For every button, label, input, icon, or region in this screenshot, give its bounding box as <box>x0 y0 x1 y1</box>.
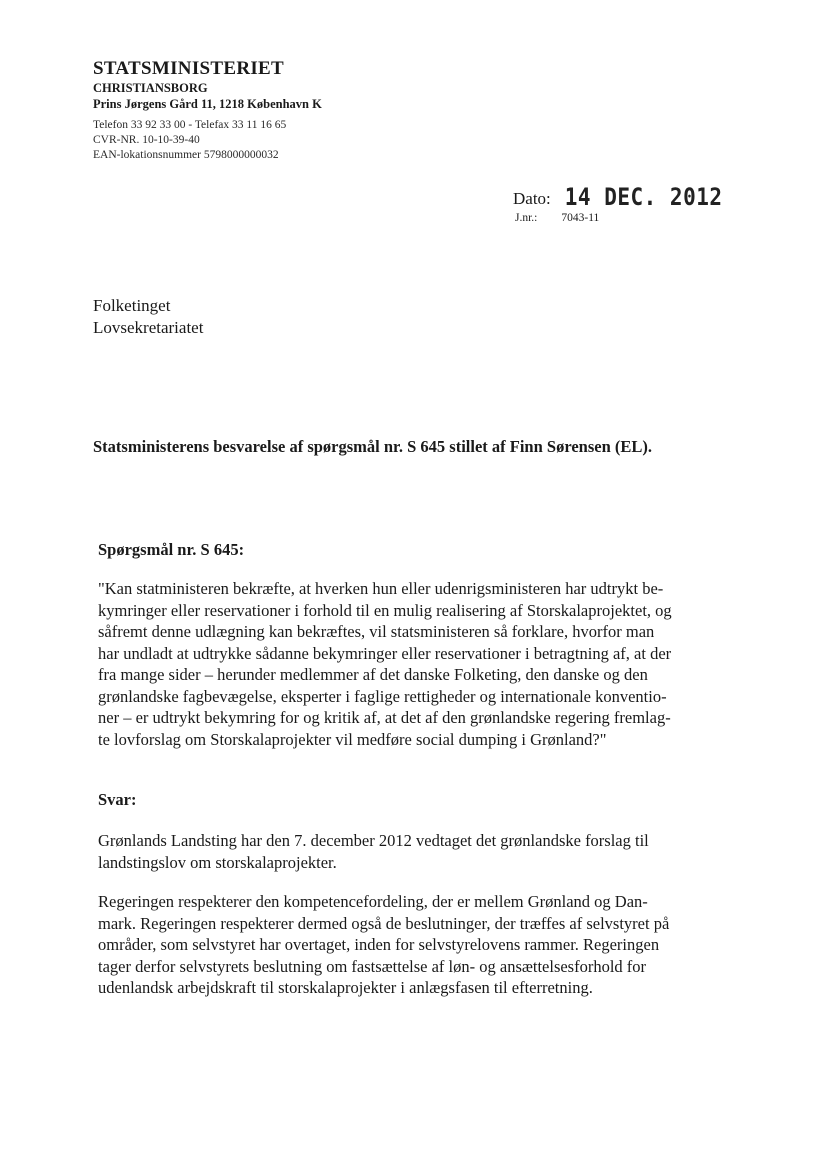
answer-line: Regeringen respekterer den kompetencefordeling, der er mellem Grønland og Dan- <box>98 892 648 911</box>
question-line: te lovforslag om Storskalaprojekter vil medføre social dumping i Grønland?" <box>98 729 607 749</box>
answer-paragraph-2 <box>98 891 744 999</box>
recipient-line: Folketinget <box>93 296 171 315</box>
date-stamp: 14 DEC. 2012 <box>564 183 723 211</box>
answer-line: områder, som selvstyret har overtaget, inden for selvstyrelovens rammer. Regeringen <box>98 935 660 954</box>
question-line: grønlandske fagbevægelse, eksperter i faglige rettigheder og internationale konventio- <box>98 686 667 706</box>
question-line: "Kan statministeren bekræfte, at hverken hun eller udenrigsministeren har udtrykt be- <box>98 579 664 598</box>
answer-line: mark. Regeringen respekterer dermed også de beslutninger, der træffes af selvstyret på <box>98 913 670 933</box>
answer-line: Grønlands Landsting har den 7. december 2012 vedtaget det grønlandske forslag til <box>98 831 649 850</box>
date-block <box>513 185 753 224</box>
question-line: kymringer eller reservationer i forhold til en mulig realisering af Storskalaprojektet, og <box>98 600 672 620</box>
question-line: såfremt denne udlægning kan bekræftes, vil statsministeren så forklare, hvorfor man <box>98 622 655 641</box>
subject-line: Statsministerens besvarelse af spørgsmål nr. S 645 stillet af Finn Sørensen (EL). <box>93 437 653 456</box>
question-line: fra mange sider – herunder medlemmer af det danske Folketing, den danske og den <box>98 665 648 684</box>
date-label: Dato: <box>513 189 551 208</box>
journal-number-value: 7043-11 <box>561 212 600 224</box>
journal-number-row <box>515 212 753 224</box>
recipient-line: Lovsekretariatet <box>93 318 204 337</box>
letterhead <box>93 58 513 163</box>
answer-heading: Svar: <box>98 790 137 809</box>
phone-fax: Telefon 33 92 33 00 - Telefax 33 11 16 65 <box>93 119 287 131</box>
question-line: har undladt at udtrykke sådanne bekymringer eller reservationer i betragtning af, at der <box>98 643 672 663</box>
answer-line: tager derfor selvstyrets beslutning om fastsættelse af løn- og ansættelsesforhold for <box>98 956 647 976</box>
ean-number: EAN-lokationsnummer 5798000000032 <box>93 149 279 161</box>
question-line: ner – er udtrykt bekymring for og kritik af, at det af den grønlandske regering fremlag- <box>98 708 671 727</box>
question-heading: Spørgsmål nr. S 645: <box>98 540 245 559</box>
answer-paragraph-1 <box>98 830 744 873</box>
question-text <box>98 578 744 750</box>
org-name: STATSMINISTERIET <box>93 58 284 79</box>
recipient-block <box>93 295 203 339</box>
cvr-number: CVR-NR. 10-10-39-40 <box>93 134 200 146</box>
address: Prins Jørgens Gård 11, 1218 København K <box>93 97 322 111</box>
answer-line: udenlandsk arbejdskraft til storskalaprojekter i anlægsfasen til efterretning. <box>98 978 593 997</box>
journal-number-label: J.nr.: <box>515 212 538 224</box>
answer-line: landstingslov om storskalaprojekter. <box>98 852 337 872</box>
contact-info <box>93 118 513 163</box>
building-name: CHRISTIANSBORG <box>93 81 208 95</box>
date-row <box>513 185 753 209</box>
